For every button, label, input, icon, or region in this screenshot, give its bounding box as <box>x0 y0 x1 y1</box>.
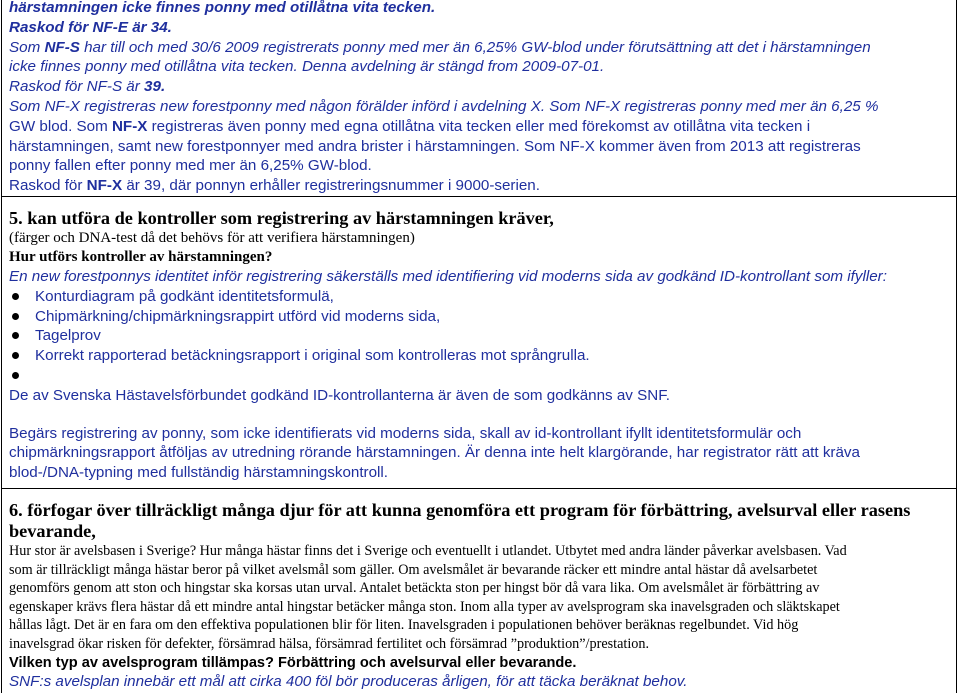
bullet-icon <box>12 313 19 320</box>
raskod-block <box>9 0 949 196</box>
text-line: Raskod för NF-X är 39, där ponnyn erhåller registreringsnummer i 9000-serien. <box>9 177 540 195</box>
list-item: Chipmärkning/chipmärkningsrappirt utförd vid moderns sida, <box>9 307 949 327</box>
bullet-icon <box>12 293 19 300</box>
section-question: Vilken typ av avelsprogram tillämpas? Förbättring och avelsurval eller bevarande. <box>9 654 577 671</box>
text-line: icke finnes ponny med otillåtna vita tecken. Denna avdelning är stängd from 2009-07-01. <box>9 58 605 76</box>
section-heading: bevarande, <box>9 521 96 541</box>
section-subheading: (färger och DNA-test då det behövs för att verifiera härstamningen) <box>9 230 415 246</box>
list-item: Korrekt rapporterad betäckningsrapport i original som kontrolleras mot språngrulla. <box>9 346 949 366</box>
text-line: härstamningen icke finnes ponny med otillåtna vita tecken. <box>9 0 436 16</box>
text-line: GW blod. Som NF-X registreras även ponny med egna otillåtna vita tecken eller med förekomst av otillåtna vita tecken i <box>9 117 811 135</box>
section-5 <box>9 208 949 483</box>
section-heading: 5. kan utföra de kontroller som registrering av härstamningen kräver, <box>9 208 554 228</box>
section-answer: SNF:s avelsplan innebär ett mål att cirka 400 föl bör produceras årligen, för att täcka beräknat behov. <box>9 672 688 690</box>
text-line: Raskod för NF-S är 39. <box>9 78 166 96</box>
section-heading: 6. förfogar över tillräckligt många djur för att kunna genomföra ett program för förbättring, avelsurval eller rasens <box>9 500 911 520</box>
table-border-left <box>1 0 2 693</box>
paragraph-line: chipmärkningsrapport åtföljas av utredning rörande härstamningen. Är denna inte helt klargörande, har registrator rätt att kräva <box>9 444 860 462</box>
list-item: Tagelprov <box>9 326 949 346</box>
table-border-right <box>956 0 957 693</box>
paragraph-line: Begärs registrering av ponny, som icke identifierats vid moderns sida, skall av id-kontrollant ifyllt identitetsformulär och <box>9 424 802 442</box>
bullet-icon <box>12 372 19 379</box>
table-divider-2 <box>1 488 957 489</box>
body-line: Hur stor är avelsbasen i Sverige? Hur många hästar finns det i Sverige och eventuellt i utlandet. Utbytet med andra länder påverkar avelsbasen. Vad <box>9 543 847 559</box>
bullet-icon <box>12 352 19 359</box>
section-6 <box>9 500 949 691</box>
section-question: Hur utförs kontroller av härstamningen? <box>9 249 273 265</box>
text-line: härstamningen, samt new forestponnyer med andra brister i härstamningen. Som NF-X kommer även from 2013 att registreras <box>9 137 861 155</box>
body-line: hållas lågt. Det är en fara om den effektiva populationen blir för liten. Inavelsgraden i populationen behöver beräknas regelbundet. Vid hög <box>9 617 799 634</box>
body-line: inavelsgrad ökar risken för defekter, försämrad hälsa, försämrad fertilitet och försämrad ”produktion”/prestation. <box>9 635 649 652</box>
paragraph: De av Svenska Hästavelsförbundet godkänd ID-kontrollanterna är även de som godkänns av SNF. <box>9 386 671 404</box>
section-intro: En new forestponnys identitet inför registrering säkerställs med identifiering vid moderns sida av godkänd ID-kontrollant som ifyller: <box>9 268 887 285</box>
body-line: genomförs genom att ston och hingstar ska korsas utan urval. Antalet betäckta ston per hingst bör då vara lika. Om avelsmålet är förbättring av <box>9 580 820 597</box>
body-line: som är tillräckligt många hästar beror på vilket avelsmål som gäller. Om avelsmålet är bevarande räcker ett mindre antal hästar då avelsarbetet <box>9 561 818 578</box>
text-line: Som NF-X registreras new forestponny med någon förälder införd i avdelning X. Som NF-X registreras ponny med mer än 6,25 % <box>9 97 879 115</box>
body-line: egenskaper krävs flera hästar då ett mindre antal hingstar betäcker många ston. Inom alla typer av avelsprogram ska inavelsgraden och släktskapet <box>9 598 840 615</box>
paragraph-line: blod-/DNA-typning med fullständig härstamningskontroll. <box>9 464 389 482</box>
bullet-icon <box>12 332 19 339</box>
list-item <box>9 366 949 386</box>
list-item: Konturdiagram på godkänt identitetsformulä, <box>9 287 949 307</box>
table-divider-1 <box>1 196 957 197</box>
text-line: Raskod för NF-E är 34. <box>9 18 172 36</box>
text-line: ponny fallen efter ponny med mer än 6,25% GW-blod. <box>9 157 372 175</box>
text-line: Som NF-S har till och med 30/6 2009 registrerats ponny med mer än 6,25% GW-blod under förutsättning att det i härstamningen <box>9 38 871 56</box>
